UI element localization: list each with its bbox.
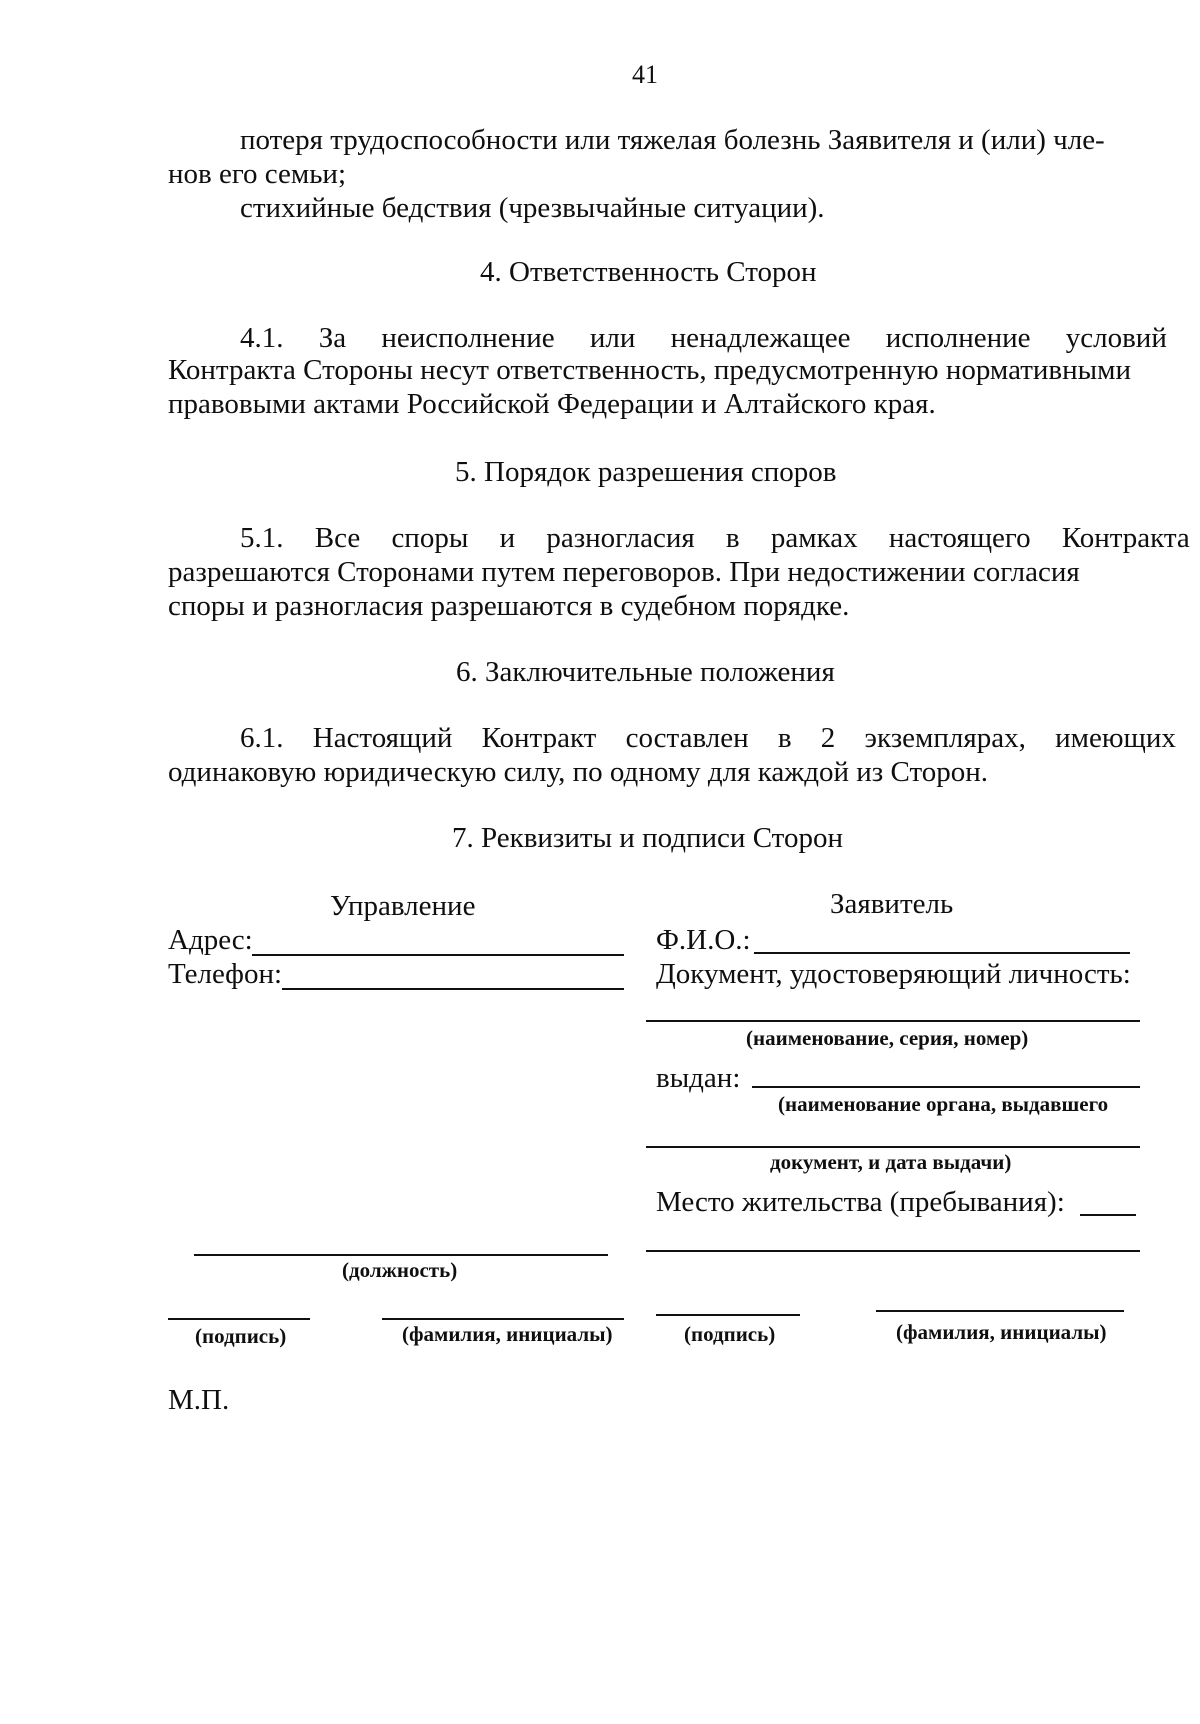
section-5-paragraph-line-2: разрешаются Сторонами путем переговоров. При недостижении согласия [168,556,1080,588]
residence-field-line-2[interactable] [646,1250,1140,1252]
issued-field-line[interactable] [752,1086,1140,1088]
left-name-caption: (фамилия, инициалы) [402,1322,613,1346]
section-5-title: 5. Порядок разрешения споров [455,456,837,488]
fio-label: Ф.И.О.: [656,924,751,956]
document-caption: (наименование, серия, номер) [746,1026,1029,1050]
intro-line-1: потеря трудоспособности или тяжелая болезнь Заявителя и (или) чле- [240,124,1105,156]
section-4-title: 4. Ответственность Сторон [480,256,817,288]
right-name-caption: (фамилия, инициалы) [896,1320,1107,1344]
left-signature-line[interactable] [168,1318,310,1320]
issued-label: выдан: [656,1062,741,1094]
phone-field-line[interactable] [282,988,624,990]
section-5-paragraph-line-3: споры и разногласия разрешаются в судебном порядке. [168,590,850,622]
section-7-title: 7. Реквизиты и подписи Сторон [452,822,843,854]
residence-field-line-1[interactable] [1080,1214,1136,1216]
section-4-paragraph-line-1: 4.1. За неисполнение или ненадлежащее исполнение условий [240,322,1167,354]
left-signature-caption: (подпись) [195,1324,287,1348]
address-field-line[interactable] [252,954,624,956]
page-number: 41 [632,60,658,89]
position-field-line[interactable] [194,1254,608,1256]
section-6-paragraph-line-2: одинаковую юридическую силу, по одному для каждой из Сторон. [168,756,989,788]
section-6-title: 6. Заключительные положения [456,656,835,688]
residence-label: Место жительства (пребывания): [656,1186,1065,1218]
section-6-paragraph-line-1: 6.1. Настоящий Контракт составлен в 2 экземплярах, имеющих [240,722,1176,754]
issued-caption-2: документ, и дата выдачи) [770,1150,1012,1174]
left-name-line[interactable] [382,1318,624,1320]
document-label: Документ, удостоверяющий личность: [656,958,1131,990]
issued-caption-1: (наименование органа, выдавшего [778,1092,1109,1116]
stamp-label: М.П. [168,1384,230,1416]
right-name-line[interactable] [876,1310,1124,1312]
right-signature-caption: (подпись) [684,1322,776,1346]
left-party-heading: Управление [330,890,476,922]
section-4-paragraph-line-2: Контракта Стороны несут ответственность, предусмотренную нормативными [168,354,1131,386]
position-caption: (должность) [342,1258,458,1282]
intro-line-2: нов его семьи; [168,158,347,190]
fio-field-line[interactable] [754,952,1130,954]
right-signature-line[interactable] [656,1314,800,1316]
issued-field-line-2[interactable] [646,1146,1140,1148]
phone-label: Телефон: [168,958,283,990]
document-field-line[interactable] [646,1020,1140,1022]
section-4-paragraph-line-3: правовыми актами Российской Федерации и Алтайского края. [168,388,936,420]
right-party-heading: Заявитель [830,888,954,920]
intro-line-3: стихийные бедствия (чрезвычайные ситуации). [240,192,825,224]
address-label: Адрес: [168,924,253,956]
section-5-paragraph-line-1: 5.1. Все споры и разногласия в рамках настоящего Контракта [240,522,1190,554]
